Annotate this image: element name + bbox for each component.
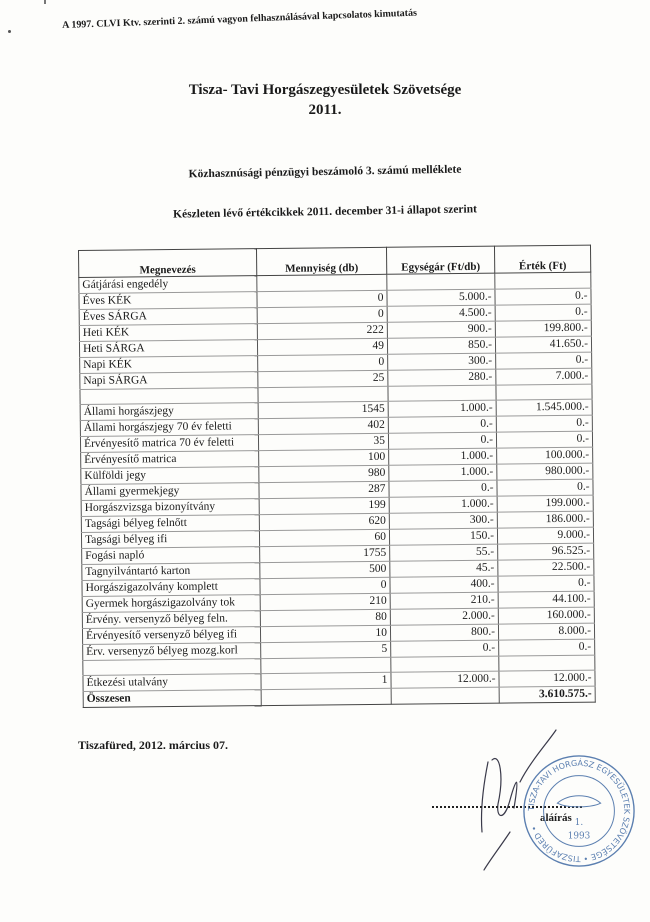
header-quantity: Mennyiség (db) (256, 247, 386, 275)
cell-quantity: 199 (259, 497, 389, 514)
cell-item-name: Éves KÉK (79, 292, 257, 310)
cell-value: 0.- (495, 288, 591, 305)
cell-item-name: Éves SÁRGA (79, 308, 257, 326)
cell-value: 0.- (496, 352, 592, 369)
cell-unit-price: 210.- (390, 592, 498, 609)
scan-speck (8, 30, 11, 33)
cell-unit-price: 1.000.- (388, 400, 496, 417)
total-empty-cell (261, 688, 391, 705)
cell-unit-price: 0.- (389, 480, 497, 497)
cell-quantity: 0 (257, 306, 387, 323)
stamp-center-text: 1. (574, 817, 584, 828)
cell-quantity (261, 657, 391, 673)
organization-stamp (520, 752, 638, 870)
cell-quantity: 1755 (260, 545, 390, 562)
cell-unit-price: 0.- (388, 432, 496, 449)
report-year: 2011. (308, 102, 342, 118)
cell-item-name: Horgászvizsga bizonyítvány (81, 499, 259, 517)
header-note: A 1997. CLVI Ktv. szerinti 2. számú vagyon felhasználásával kapcsolatos kimutatás (62, 7, 418, 31)
cell-quantity (257, 274, 387, 291)
cell-unit-price: 12.000.- (391, 671, 499, 688)
cell-value: 0.- (496, 415, 592, 432)
svg-text:TISZA-TAVI HORGÁSZ EGYESÜLETEK (527, 757, 632, 864)
cell-item-name: Állami horgászjegy (80, 403, 258, 421)
cell-item-name: Állami gyermekjegy (81, 483, 259, 501)
cell-quantity: 49 (257, 338, 387, 355)
cell-quantity: 10 (260, 625, 390, 642)
cell-unit-price (387, 273, 495, 290)
cell-quantity: 35 (258, 433, 388, 450)
cell-unit-price (391, 656, 499, 672)
cell-value: 160.000.- (498, 607, 594, 624)
report-title: Közhasznúsági pénzügyi beszámoló 3. számú melléklete (188, 163, 462, 181)
cell-quantity: 5 (261, 641, 391, 658)
cell-item-name: Állami horgászjegy 70 év feletti (80, 419, 258, 437)
cell-quantity: 0 (258, 354, 388, 371)
cell-item-name: Horgászigazolvány komplett (82, 579, 260, 597)
cell-item-name: Érv. versenyző bélyeg mozg.korl (83, 643, 261, 661)
cell-item-name: Tagnyilvántartó karton (82, 563, 260, 581)
cell-unit-price: 5.000.- (387, 289, 495, 306)
cell-value: 0.- (496, 431, 592, 448)
organization-name: Tisza- Tavi Horgászegyesületek Szövetsége (188, 82, 462, 98)
cell-item-name: Érvény. versenyző bélyeg feln. (82, 611, 260, 629)
report-subtitle: Készleten lévő értékcikkek 2011. december 31-i állapot szerint (172, 203, 478, 221)
cell-value: 22.500.- (498, 559, 594, 576)
cell-quantity: 210 (260, 593, 390, 610)
cell-value: 0.- (495, 304, 591, 321)
cell-quantity: 80 (260, 609, 390, 626)
cell-value: 199.800.- (495, 320, 591, 337)
cell-item-name: Érvényesítő versenyző bélyeg ifi (82, 627, 260, 645)
inventory-table (78, 245, 596, 708)
cell-item-name: Gátjárási engedély (79, 276, 257, 294)
cell-unit-price: 55.- (390, 544, 498, 561)
cell-unit-price: 2.000.- (390, 608, 498, 625)
cell-quantity: 1 (261, 672, 391, 689)
cell-unit-price: 300.- (389, 512, 497, 529)
cell-item-name: Érvényesítő matrica 70 év feletti (80, 435, 258, 453)
header-name: Megnevezés (79, 249, 257, 278)
cell-unit-price: 280.- (388, 369, 496, 386)
cell-unit-price: 300.- (388, 353, 496, 370)
cell-quantity: 222 (257, 322, 387, 339)
cell-value: 1.545.000.- (496, 399, 592, 416)
cell-unit-price: 900.- (387, 321, 495, 338)
cell-quantity: 0 (257, 290, 387, 307)
cell-unit-price: 1.000.- (389, 448, 497, 465)
cell-quantity (258, 386, 388, 402)
total-empty-cell (391, 687, 499, 704)
cell-item-name: Gyermek horgászigazolvány tok (82, 595, 260, 613)
cell-unit-price: 0.- (391, 640, 499, 657)
cell-value (496, 384, 592, 400)
cell-value: 96.525.- (498, 543, 594, 560)
cell-value (499, 655, 595, 671)
cell-value: 186.000.- (497, 511, 593, 528)
cell-quantity: 287 (259, 481, 389, 498)
cell-quantity: 980 (259, 465, 389, 482)
inventory-table-wrapper (78, 245, 595, 708)
cell-value: 0.- (497, 479, 593, 496)
cell-quantity: 402 (258, 417, 388, 434)
signature-label: aláírás (540, 812, 572, 824)
cell-item-name: Heti SÁRGA (79, 340, 257, 358)
cell-unit-price: 1.000.- (389, 464, 497, 481)
cell-quantity: 1545 (258, 401, 388, 418)
stamp-year: 1993 (567, 831, 591, 842)
cell-item-name: Napi SÁRGA (80, 372, 258, 390)
cell-item-name: Külföldi jegy (81, 467, 259, 485)
cell-item-name: Heti KÉK (79, 324, 257, 342)
cell-value: 44.100.- (498, 591, 594, 608)
cell-quantity: 0 (260, 577, 390, 594)
cell-unit-price (388, 385, 496, 401)
cell-value: 980.000.- (497, 463, 593, 480)
cell-item-name: Fogási napló (82, 547, 260, 565)
cell-unit-price: 800.- (390, 624, 498, 641)
cell-value (495, 272, 591, 289)
header-value: Érték (Ft) (494, 245, 590, 273)
cell-item-name: Tagsági bélyeg ifi (81, 531, 259, 549)
cell-value: 100.000.- (497, 447, 593, 464)
cell-unit-price: 4.500.- (387, 305, 495, 322)
cell-item-name: Étkezési utalvány (83, 674, 261, 692)
cell-value: 8.000.- (498, 623, 594, 640)
cell-value: 9.000.- (497, 527, 593, 544)
cell-unit-price: 45.- (390, 560, 498, 577)
cell-quantity: 620 (259, 513, 389, 530)
total-value: 3.610.575.- (499, 686, 595, 703)
cell-unit-price: 400.- (390, 576, 498, 593)
cell-value: 0.- (499, 639, 595, 656)
cell-quantity: 500 (260, 561, 390, 578)
cell-unit-price: 1.000.- (389, 496, 497, 513)
cell-unit-price: 150.- (389, 528, 497, 545)
cell-quantity: 25 (258, 370, 388, 387)
cell-quantity: 100 (259, 449, 389, 466)
stamp-ring-text: TISZA-TAVI HORGÁSZ EGYESÜLETEK SZÖVETSÉGE • TISZAFÜRED • (526, 758, 632, 864)
cell-item-name: Napi KÉK (80, 356, 258, 374)
cell-unit-price: 0.- (388, 416, 496, 433)
cell-value: 41.650.- (495, 336, 591, 353)
cell-value: 7.000.- (496, 368, 592, 385)
scan-speck (44, 0, 46, 4)
cell-value: 0.- (498, 575, 594, 592)
cell-value: 199.000.- (497, 495, 593, 512)
cell-item-name: Érvényesítő matrica (81, 451, 259, 469)
total-label: Összesen (83, 690, 261, 708)
cell-value: 12.000.- (499, 670, 595, 687)
cell-quantity: 60 (259, 529, 389, 546)
header-unit-price: Egységár (Ft/db) (386, 246, 494, 274)
place-date: Tiszafüred, 2012. március 07. (78, 738, 229, 752)
cell-unit-price: 850.- (387, 337, 495, 354)
cell-item-name: Tagsági bélyeg felnőtt (81, 515, 259, 533)
